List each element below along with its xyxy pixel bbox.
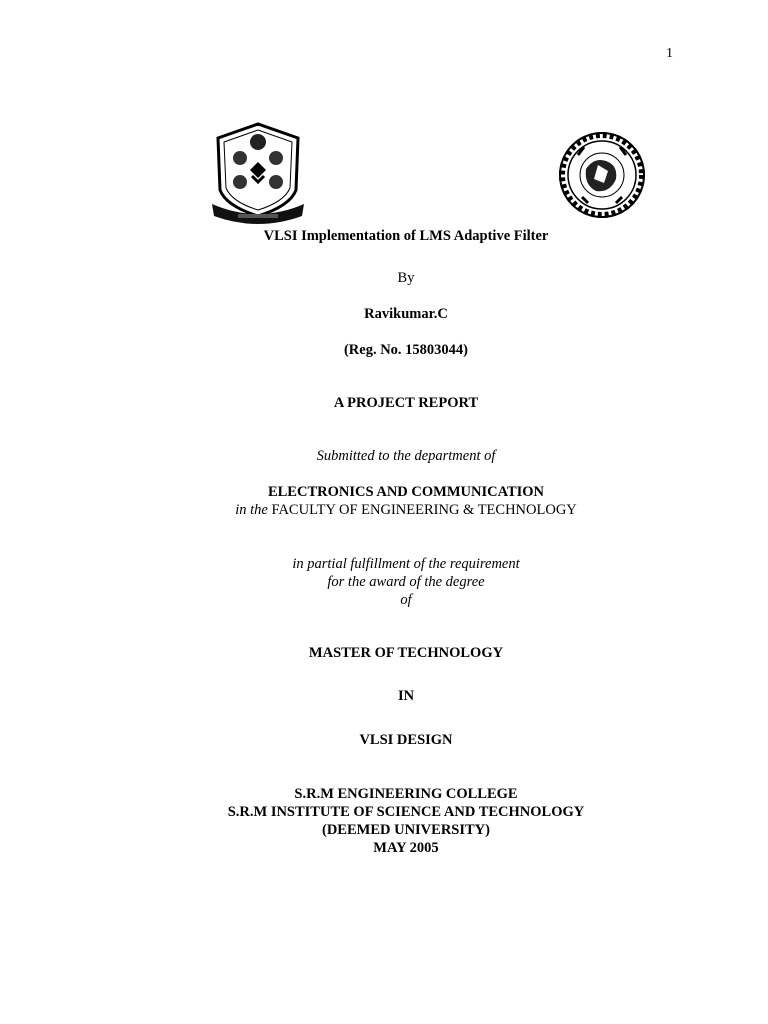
submission-date: MAY 2005 <box>373 840 439 856</box>
department-name: ELECTRONICS AND COMMUNICATION <box>267 484 545 500</box>
degree-name: MASTER OF TECHNOLOGY <box>308 645 504 661</box>
srm-institute-crest-logo <box>210 120 306 228</box>
fulfillment-line-3: of <box>400 592 412 608</box>
fulfillment-line-2: for the award of the degree <box>327 574 485 590</box>
registration-number: (Reg. No. 15803044) <box>343 342 469 358</box>
faculty-line <box>0 501 768 519</box>
specialization: VLSI DESIGN <box>359 732 453 748</box>
institute-name: S.R.M INSTITUTE OF SCIENCE AND TECHNOLOGY <box>227 804 585 820</box>
page-number: 1 <box>666 46 673 61</box>
author-name: Ravikumar.C <box>364 306 448 322</box>
fulfillment-line-1: in partial fulfillment of the requirement <box>292 556 520 572</box>
faculty-name: FACULTY OF ENGINEERING & TECHNOLOGY <box>271 502 577 518</box>
university-status: (DEEMED UNIVERSITY) <box>322 822 490 838</box>
submitted-to-text: Submitted to the department of <box>316 448 496 464</box>
college-name: S.R.M ENGINEERING COLLEGE <box>294 786 518 802</box>
report-title: VLSI Implementation of LMS Adaptive Filter <box>263 228 549 244</box>
faculty-prefix: in the <box>235 502 268 518</box>
srm-engineering-college-seal-logo <box>553 130 651 220</box>
report-type: A PROJECT REPORT <box>333 395 479 411</box>
in-word: IN <box>397 688 415 704</box>
by-label: By <box>397 270 415 286</box>
